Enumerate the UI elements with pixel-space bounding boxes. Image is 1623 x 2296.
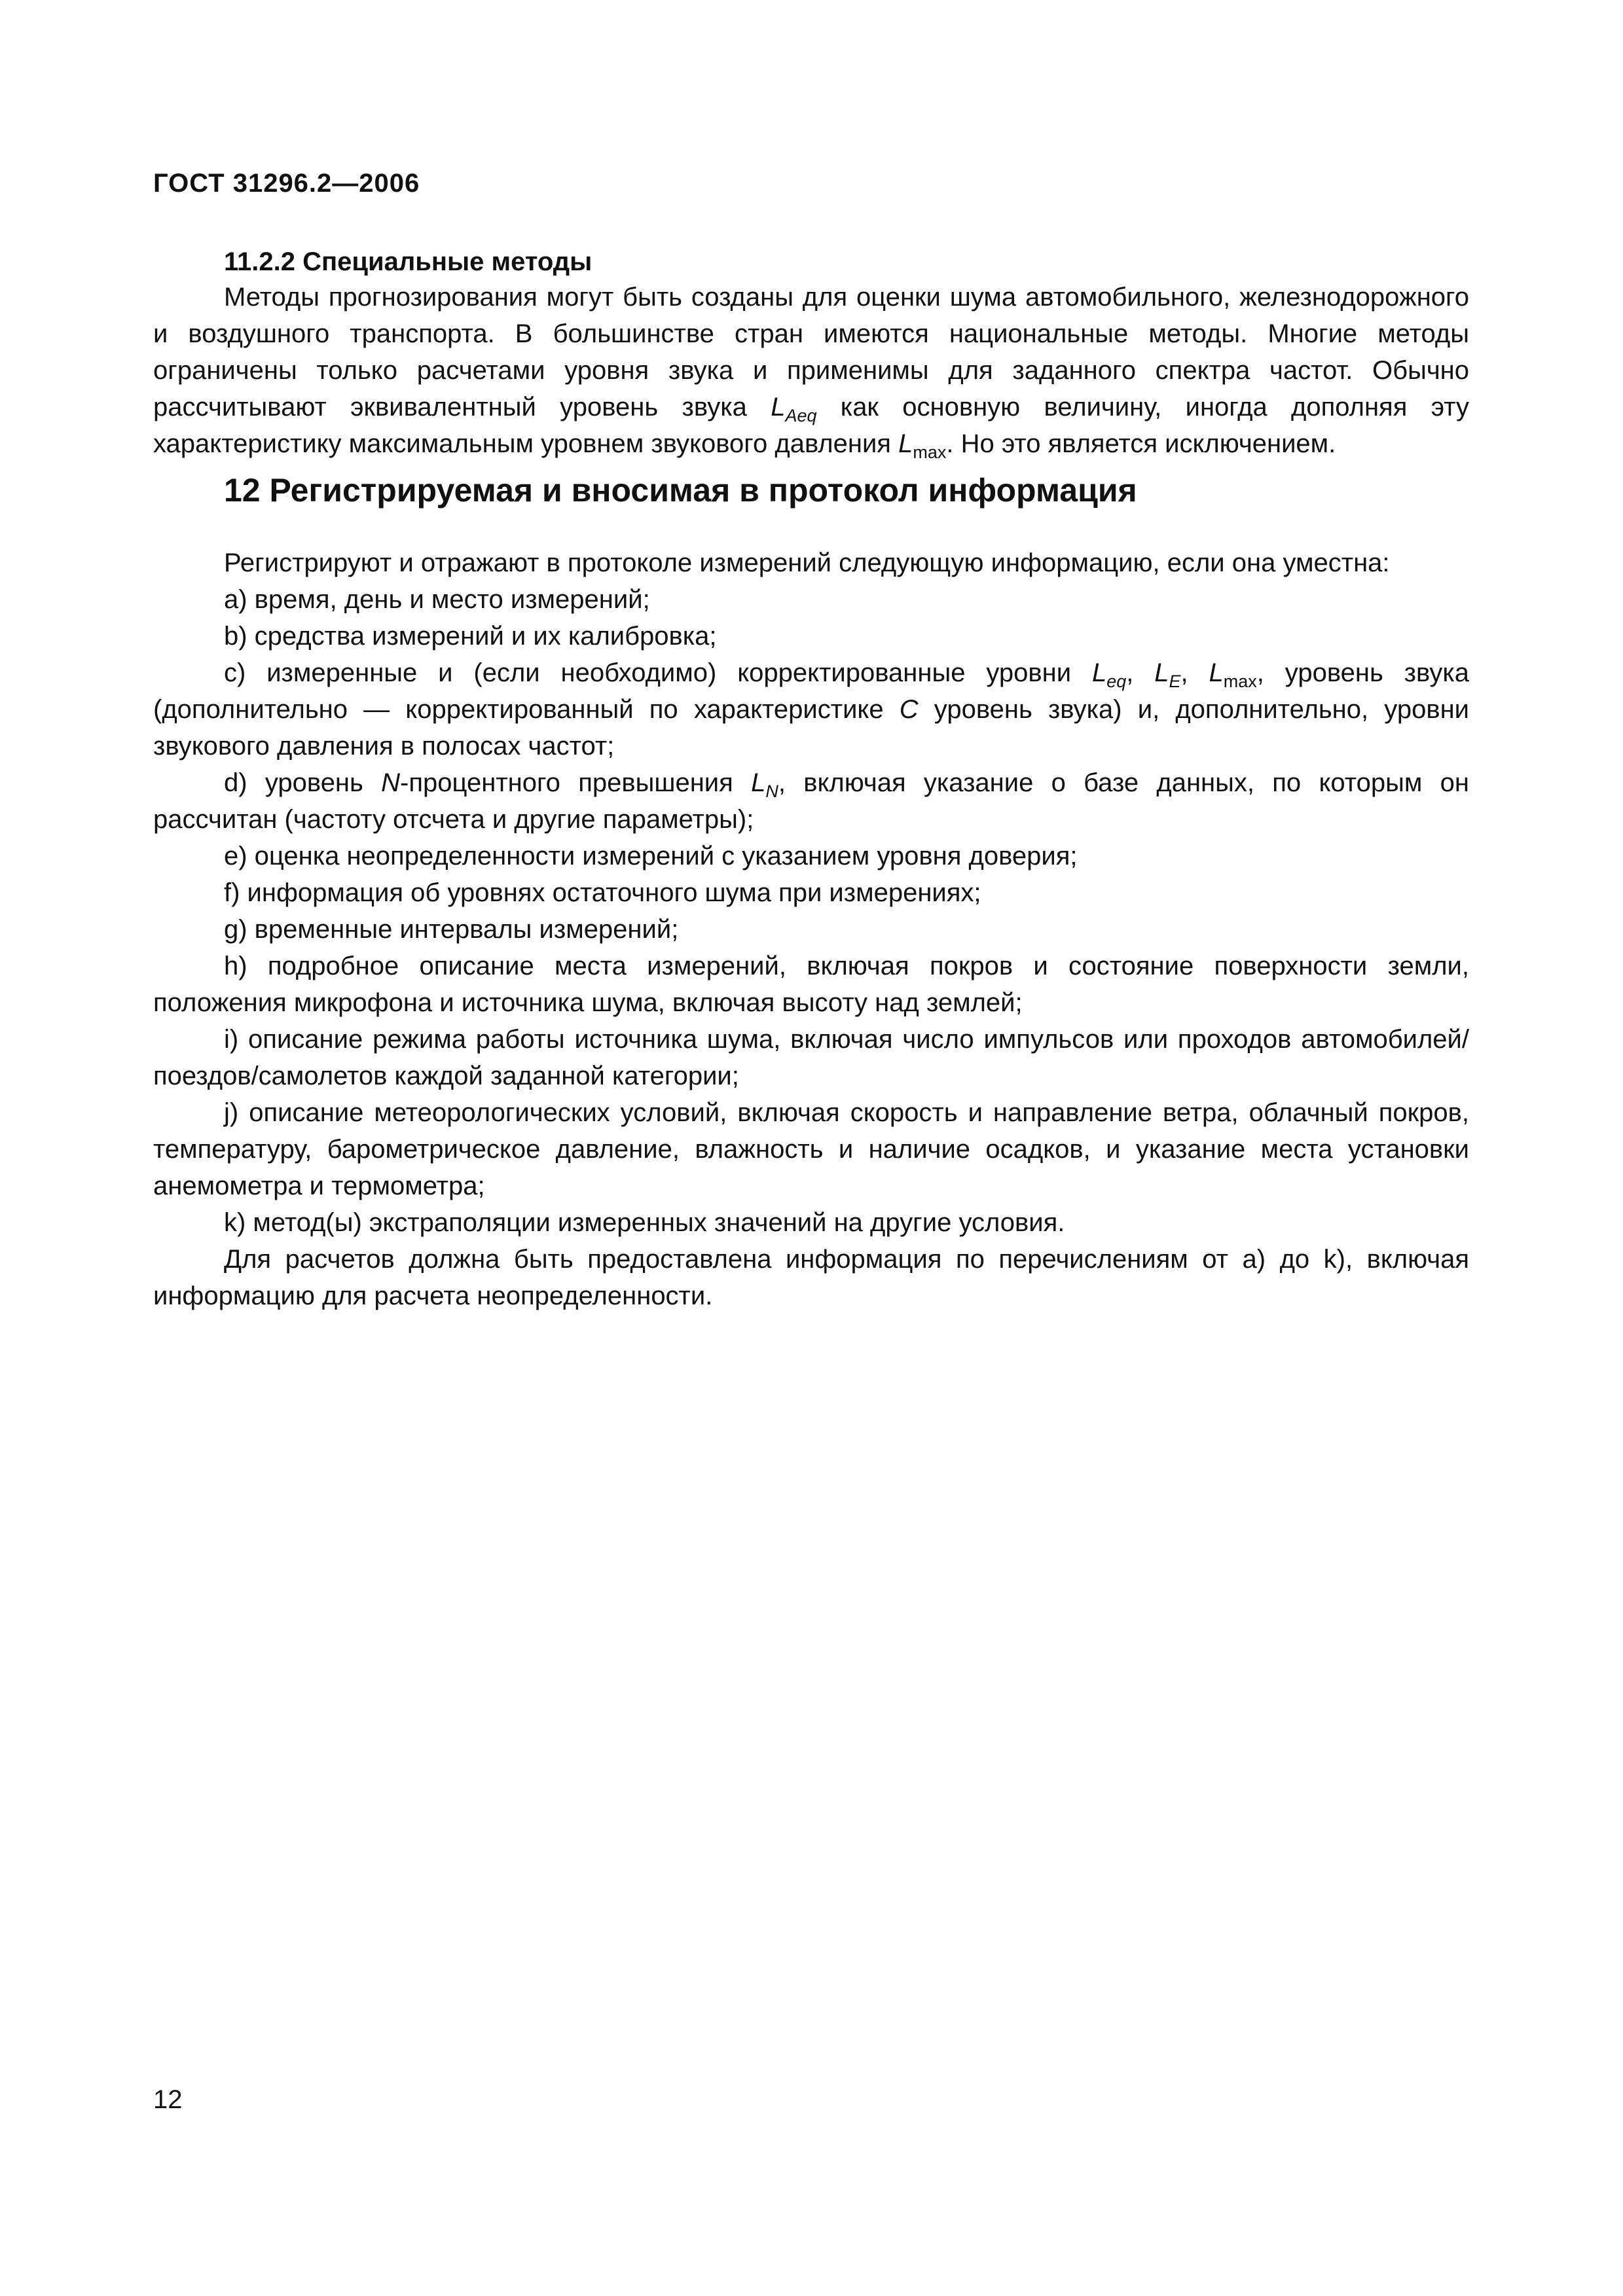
- symbol-l: L: [898, 429, 913, 458]
- item-text: , включая указание о базе данных, по которым он рассчитан (частоту отсчета и другие параметры);: [153, 768, 1470, 834]
- subscript-max: max: [1223, 672, 1257, 691]
- section-body: [153, 545, 1469, 1314]
- symbol-c: C: [899, 695, 919, 724]
- symbol-n: N: [381, 768, 401, 797]
- symbol-l: L: [1154, 658, 1169, 687]
- subscript-n: N: [765, 781, 778, 801]
- list-item-c: [153, 655, 1469, 764]
- separator: ,: [1180, 658, 1209, 687]
- list-item-e: е) оценка неопределенности измерений с указанием уровня доверия;: [224, 842, 1078, 870]
- subscript-e: E: [1169, 672, 1181, 691]
- subscript-aeq: Aeq: [785, 406, 817, 425]
- item-text: d) уровень: [224, 768, 382, 797]
- page-number: 12: [153, 2085, 183, 2114]
- list-item-i: i) описание режима работы источника шума, включая число импульсов или проходов автомобилей/поездов/самолетов каждой заданной категории;: [153, 1025, 1469, 1090]
- list-item-f: f) информация об уровнях остаточного шума при измерениях;: [224, 878, 981, 907]
- symbol-l: L: [751, 768, 766, 797]
- list-item-b: b) средства измерений и их калибровка;: [224, 622, 717, 651]
- symbol-l: L: [1091, 658, 1107, 687]
- item-text: , уровень звука (дополнительно — корректированный по характеристике: [153, 658, 1470, 724]
- item-text: с) измеренные и (если необходимо) корректированные уровни: [224, 658, 1092, 687]
- subsection-title: 11.2.2 Специальные методы: [224, 247, 593, 276]
- paragraph-text: . Но это является исключением.: [946, 429, 1336, 458]
- document-header: ГОСТ 31296.2—2006: [153, 169, 420, 198]
- list-item-j: j) описание метеорологических условий, включая скорость и направление ветра, облачный покров, температуру, барометрическое давление, влажность и наличие осадков, и указание места установки анемометра и термометра;: [153, 1098, 1469, 1200]
- methods-paragraph: [153, 279, 1469, 462]
- subscript-max: max: [913, 442, 947, 462]
- symbol-l: L: [771, 393, 786, 422]
- list-item-g: g) временные интервалы измерений;: [224, 915, 679, 944]
- paragraph-text: Методы прогнозирования могут быть созданы для оценки шума автомобильного, железнодорожного и воздушного транспорта. В большинстве стран имеются национальные методы. Многие методы ограничены только расчетами уровня звука и применимы для заданного спектра частот. Обычно рассчитывают эквивалентный уровень звука: [153, 283, 1469, 422]
- list-item-a: а) время, день и место измерений;: [224, 585, 650, 614]
- subscript-eq: eq: [1106, 672, 1127, 691]
- section-title: 12 Регистрируемая и вносимая в протокол информация: [224, 472, 1137, 509]
- intro-paragraph: Регистрируют и отражают в протоколе измерений следующую информацию, если она уместна:: [224, 548, 1390, 577]
- closing-paragraph: Для расчетов должна быть предоставлена информация по перечислениям от а) до k), включая информацию для расчета неопределенности.: [153, 1245, 1469, 1310]
- separator: ,: [1126, 658, 1155, 687]
- list-item-d: [153, 764, 1469, 838]
- list-item-h: h) подробное описание места измерений, включая покров и состояние поверхности земли, положения микрофона и источника шума, включая высоту над землей;: [153, 952, 1469, 1017]
- item-text: уровень звука) и, дополнительно, уровни звукового давления в полосах частот;: [153, 695, 1469, 761]
- paragraph-text: как основную величину, иногда дополняя эту характеристику максимальным уровнем звукового давления: [153, 393, 1470, 458]
- item-text: -процентного превышения: [400, 768, 752, 797]
- symbol-l: L: [1209, 658, 1224, 687]
- subsection-body: [153, 279, 1469, 462]
- list-item-k: k) метод(ы) экстраполяции измеренных значений на другие условия.: [224, 1208, 1065, 1237]
